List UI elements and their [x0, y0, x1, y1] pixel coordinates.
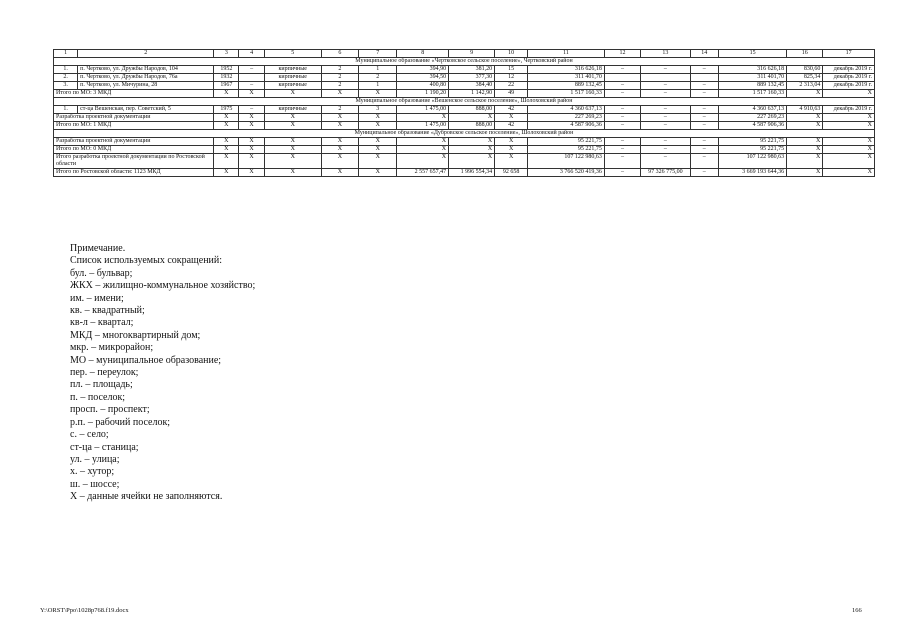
table-cell: Х	[214, 146, 239, 154]
table-cell: 4 587 906,36	[528, 122, 605, 130]
table-cell: кирпичные	[264, 106, 321, 114]
total-row	[54, 90, 875, 98]
table-cell	[641, 74, 690, 82]
table-cell: Х	[787, 169, 823, 177]
notes-block	[70, 243, 255, 504]
table-cell: Х	[787, 114, 823, 122]
table-cell: –	[239, 82, 264, 90]
table-cell: Х	[239, 146, 264, 154]
table-cell: 3 669 193 644,36	[719, 169, 787, 177]
project-docs-row	[54, 138, 875, 146]
total-row	[54, 122, 875, 130]
table-cell: Х	[321, 169, 358, 177]
table-row	[54, 74, 875, 82]
column-number: 10	[495, 50, 528, 58]
table-cell: Х	[823, 154, 875, 169]
table-cell: 1	[359, 66, 397, 74]
region-total-row	[54, 169, 875, 177]
table-cell: –	[690, 138, 719, 146]
column-number: 17	[823, 50, 875, 58]
table-cell: п. Чертково, ул. Мичурина, 28	[78, 82, 214, 90]
table-cell: Х	[397, 138, 449, 146]
table-cell: Х	[823, 114, 875, 122]
table-cell: Х	[264, 122, 321, 130]
table-cell: –	[641, 114, 690, 122]
table-cell: –	[604, 90, 640, 98]
table-cell: Х	[321, 122, 358, 130]
table-cell: 15	[495, 66, 528, 74]
column-number: 6	[321, 50, 358, 58]
table-cell: кирпичные	[264, 82, 321, 90]
table-cell: –	[239, 106, 264, 114]
table-cell: 889 132,45	[719, 82, 787, 90]
region-project-docs-row	[54, 154, 875, 169]
table-cell: Х	[823, 122, 875, 130]
table-cell: 1 190,20	[397, 90, 449, 98]
table-cell: Х	[359, 90, 397, 98]
table-cell	[604, 74, 640, 82]
column-number: 15	[719, 50, 787, 58]
note-line: им. – имени;	[70, 292, 124, 304]
note-line: бул. – бульвар;	[70, 267, 133, 279]
table-cell: 2	[321, 82, 358, 90]
section-heading-row	[54, 98, 875, 106]
table-cell: 2	[321, 106, 358, 114]
table-cell: –	[690, 114, 719, 122]
table-cell: 1.	[54, 106, 78, 114]
table-cell: Х	[264, 146, 321, 154]
table-cell: Х	[449, 114, 495, 122]
capital-repair-table	[53, 49, 875, 177]
table-cell: Х	[787, 138, 823, 146]
table-cell: Х	[823, 90, 875, 98]
table-cell: 2 313,04	[787, 82, 823, 90]
note-line: МО – муниципальное образование;	[70, 354, 222, 366]
table-cell: Х	[495, 114, 528, 122]
table-cell: 95 221,75	[528, 146, 605, 154]
table-cell: Х	[239, 90, 264, 98]
table-cell: 394,90	[397, 66, 449, 74]
table-cell: –	[604, 106, 640, 114]
column-number: 14	[690, 50, 719, 58]
table-cell: 311 401,70	[528, 74, 605, 82]
table-cell: 2.	[54, 74, 78, 82]
table-cell: 1975	[214, 106, 239, 114]
note-line: с. – село;	[70, 429, 109, 441]
table-cell: 42	[495, 106, 528, 114]
table-cell: 400,80	[397, 82, 449, 90]
column-number: 3	[214, 50, 239, 58]
table-cell: Х	[359, 114, 397, 122]
table-cell: 825,34	[787, 74, 823, 82]
table-cell: Х	[449, 146, 495, 154]
note-line: МКД – многоквартирный дом;	[70, 329, 201, 341]
table-row	[54, 82, 875, 90]
table-cell: 889 132,45	[528, 82, 605, 90]
table-cell: Х	[264, 114, 321, 122]
table-cell: Х	[397, 114, 449, 122]
notes-title: Примечание.	[70, 243, 126, 254]
table-cell: –	[239, 66, 264, 74]
table-cell: –	[690, 122, 719, 130]
table-cell: Х	[823, 138, 875, 146]
table-cell: 4 360 637,13	[719, 106, 787, 114]
table-cell: 1952	[214, 66, 239, 74]
table-cell: 2	[321, 66, 358, 74]
total-row	[54, 146, 875, 154]
table-cell: 3.	[54, 82, 78, 90]
table-cell: Х	[449, 138, 495, 146]
table-cell: кирпичные	[264, 66, 321, 74]
note-line: ул. – улица;	[70, 453, 120, 465]
column-number: 4	[239, 50, 264, 58]
table-cell: Х	[359, 146, 397, 154]
table-cell: Х	[787, 122, 823, 130]
table-cell: –	[690, 169, 719, 177]
table-cell: –	[604, 66, 640, 74]
table-cell: 4 360 637,13	[528, 106, 605, 114]
table-cell: 3	[359, 106, 397, 114]
table-cell: –	[641, 106, 690, 114]
table-cell: –	[641, 122, 690, 130]
table-cell: 1 517 160,33	[719, 90, 787, 98]
table-cell: –	[690, 106, 719, 114]
table-cell: Х	[397, 146, 449, 154]
row-label: Итого по МО: 0 МКД	[54, 146, 214, 154]
table-cell: п. Чертково, ул. Дружбы Народов, 76а	[78, 74, 214, 82]
table-cell: 1 475,00	[397, 122, 449, 130]
table-cell: 394,50	[397, 74, 449, 82]
table-cell: Х	[264, 138, 321, 146]
note-line: пер. – переулок;	[70, 367, 139, 379]
table-cell: Х	[214, 114, 239, 122]
table-cell: –	[690, 146, 719, 154]
column-number: 8	[397, 50, 449, 58]
table-cell: 2 557 657,47	[397, 169, 449, 177]
table-cell: Х	[359, 154, 397, 169]
table-cell: Х	[359, 122, 397, 130]
row-label: Итого разработка проектной документации по Ростовской области	[54, 154, 214, 169]
table-cell: 311 401,70	[719, 74, 787, 82]
note-line: р.п. – рабочий поселок;	[70, 416, 171, 428]
note-line: мкр. – микрорайон;	[70, 342, 154, 354]
column-number: 7	[359, 50, 397, 58]
table-cell: Х	[397, 154, 449, 169]
column-number-row	[54, 50, 875, 58]
table-cell: Х	[495, 154, 528, 169]
table-cell: 316 626,18	[719, 66, 787, 74]
table-cell: Х	[359, 169, 397, 177]
note-line: кв. – квадратный;	[70, 305, 145, 317]
table-cell: Х	[214, 138, 239, 146]
project-docs-row	[54, 114, 875, 122]
table-cell: декабрь 2019 г.	[823, 74, 875, 82]
table-row	[54, 66, 875, 74]
table-cell: Х	[264, 90, 321, 98]
table-cell: –	[604, 138, 640, 146]
table-cell: –	[641, 82, 690, 90]
table-cell: –	[604, 114, 640, 122]
table-cell: –	[604, 82, 640, 90]
table-cell: –	[604, 169, 640, 177]
note-line: кв-л – квартал;	[70, 317, 134, 329]
table-cell: Х	[321, 146, 358, 154]
table-cell: Х	[239, 122, 264, 130]
table-cell: 4 910,63	[787, 106, 823, 114]
table-cell: Х	[823, 146, 875, 154]
table-cell: п. Чертково, ул. Дружбы Народов, 104	[78, 66, 214, 74]
note-line: Список используемых сокращений:	[70, 255, 223, 267]
table-cell: Х	[787, 154, 823, 169]
note-line: просп. – проспект;	[70, 404, 150, 416]
section-heading: Муниципальное образование «Вешенское сельское поселение», Шолоховский район	[54, 98, 875, 106]
table-cell: 22	[495, 82, 528, 90]
note-line: ш. – шоссе;	[70, 478, 120, 490]
row-label: Итого по МО: 3 МКД	[54, 90, 214, 98]
table-cell: Х	[495, 138, 528, 146]
table-cell: Х	[214, 90, 239, 98]
table-cell: 1932	[214, 74, 239, 82]
table-cell: 95 221,75	[719, 146, 787, 154]
table-cell: Х	[823, 169, 875, 177]
table-cell: декабрь 2019 г.	[823, 106, 875, 114]
table-cell: Х	[214, 169, 239, 177]
footer-page-number: 166	[852, 607, 862, 614]
table-cell: Х	[321, 138, 358, 146]
table-cell: –	[641, 154, 690, 169]
table-cell: 1 996 554,34	[449, 169, 495, 177]
table-cell: 384,40	[449, 82, 495, 90]
table-cell: –	[690, 90, 719, 98]
table-cell: 12	[495, 74, 528, 82]
table-cell: Х	[321, 154, 358, 169]
table-cell: Х	[239, 169, 264, 177]
table-cell: 888,00	[449, 106, 495, 114]
table-cell: 2	[359, 74, 397, 82]
column-number: 16	[787, 50, 823, 58]
table-row	[54, 106, 875, 114]
table-cell: 4 587 906,36	[719, 122, 787, 130]
column-number: 1	[54, 50, 78, 58]
table-cell: 227 269,23	[719, 114, 787, 122]
table-cell: декабрь 2019 г.	[823, 82, 875, 90]
table-cell: Х	[321, 114, 358, 122]
table-cell: 888,00	[449, 122, 495, 130]
table-cell	[239, 74, 264, 82]
table-cell: Х	[449, 154, 495, 169]
row-label: Разработка проектной документации	[54, 138, 214, 146]
table-cell: Х	[495, 146, 528, 154]
note-line: ЖКХ – жилищно-коммунальное хозяйство;	[70, 280, 256, 292]
section-heading: Муниципальное образование «Дубровское сельское поселение», Шолоховский район	[54, 130, 875, 138]
row-label: Итого по МО: 1 МКД	[54, 122, 214, 130]
table-cell: –	[641, 138, 690, 146]
table-cell	[690, 74, 719, 82]
table-cell: –	[604, 146, 640, 154]
table-cell: –	[641, 66, 690, 74]
table-cell: Х	[359, 138, 397, 146]
table-cell: Х	[239, 138, 264, 146]
table-cell: 95 221,75	[528, 138, 605, 146]
column-number: 13	[641, 50, 690, 58]
table-cell: Х	[214, 154, 239, 169]
column-number: 5	[264, 50, 321, 58]
row-label: Разработка проектной документации	[54, 114, 214, 122]
table-cell: 95 221,75	[719, 138, 787, 146]
column-number: 12	[604, 50, 640, 58]
table-cell: Х	[787, 146, 823, 154]
column-number: 11	[528, 50, 605, 58]
table-cell: –	[690, 82, 719, 90]
table-cell: 107 122 980,63	[719, 154, 787, 169]
table-cell: 316 626,18	[528, 66, 605, 74]
table-cell: 830,60	[787, 66, 823, 74]
table-cell: 1 142,90	[449, 90, 495, 98]
table-cell: –	[641, 90, 690, 98]
table-cell: –	[604, 122, 640, 130]
table-cell: 49	[495, 90, 528, 98]
table-cell: –	[690, 66, 719, 74]
note-line: пл. – площадь;	[70, 379, 133, 391]
footer-file-path: Y:\ORST\Ppo\1028p768.f19.docx	[40, 607, 129, 614]
row-label: Итого по Ростовской области: 1123 МКД	[54, 169, 214, 177]
table-cell: –	[604, 154, 640, 169]
table-cell: 2	[321, 74, 358, 82]
table-cell: 42	[495, 122, 528, 130]
note-line: п. – поселок;	[70, 391, 126, 403]
note-line: Х – данные ячейки не заполняются.	[70, 491, 223, 503]
section-heading-row	[54, 130, 875, 138]
table-cell: Х	[239, 154, 264, 169]
column-number: 2	[78, 50, 214, 58]
table-cell: Х	[214, 122, 239, 130]
table-cell: –	[641, 146, 690, 154]
table-cell: Х	[787, 90, 823, 98]
column-number: 9	[449, 50, 495, 58]
note-line: ст-ца – станица;	[70, 441, 139, 453]
note-line: х. – хутор;	[70, 466, 115, 478]
table-cell: Х	[239, 114, 264, 122]
table-cell: 107 122 980,63	[528, 154, 605, 169]
table-cell: –	[690, 154, 719, 169]
table-cell: Х	[321, 90, 358, 98]
table-cell: декабрь 2019 г.	[823, 66, 875, 74]
table-cell: 1967	[214, 82, 239, 90]
table-cell: 97 326 775,00	[641, 169, 690, 177]
table-cell: 1.	[54, 66, 78, 74]
table-cell: Х	[264, 169, 321, 177]
table-cell: 1	[359, 82, 397, 90]
table-cell: Х	[264, 154, 321, 169]
table-cell: 3 766 520 419,36	[528, 169, 605, 177]
table-cell: ст-ца Вешенская, пер. Советский, 5	[78, 106, 214, 114]
table-cell: 227 269,23	[528, 114, 605, 122]
table-cell: 1 517 160,33	[528, 90, 605, 98]
table-cell: 1 475,00	[397, 106, 449, 114]
section-heading: Муниципальное образование «Чертковское сельское поселение», Чертковский район	[54, 58, 875, 66]
table-cell: 377,30	[449, 74, 495, 82]
table-cell: 92 658	[495, 169, 528, 177]
table-cell: 381,20	[449, 66, 495, 74]
section-heading-row	[54, 58, 875, 66]
table-cell: кирпичные	[264, 74, 321, 82]
